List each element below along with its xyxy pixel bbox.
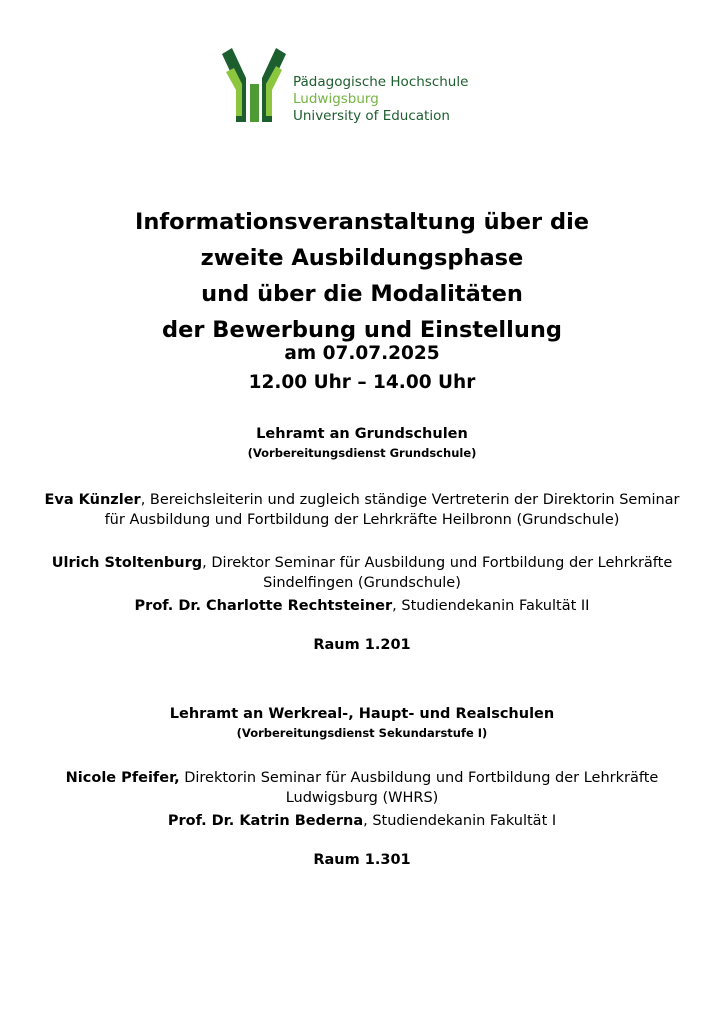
speaker-name: Ulrich Stoltenburg: [51, 555, 203, 571]
ph-ludwigsburg-logo: [222, 44, 469, 126]
speaker-entry: [40, 811, 684, 831]
speaker-role: , Studiendekanin Fakultät I: [363, 813, 557, 829]
section-sekundarstufe-header: [0, 706, 724, 740]
event-title-line: Informationsveranstaltung über die: [134, 209, 590, 235]
speaker-entry: [40, 596, 684, 616]
speaker-entry: [40, 553, 684, 593]
speaker-role: , Bereichsleiterin und zugleich ständige Vertreterin der Direktorin Seminar für Ausbildung und Fortbildung der Lehrkräfte Heilbronn (Grundschule): [104, 492, 680, 528]
event-title: [0, 204, 724, 348]
speaker-role: , Direktor Seminar für Ausbildung und Fortbildung der Lehrkräfte Sindelfingen (Grundschule): [202, 555, 673, 591]
section-subheading: (Vorbereitungsdienst Grundschule): [247, 446, 477, 460]
speaker-role: Direktorin Seminar für Ausbildung und Fortbildung der Lehrkräfte Ludwigsburg (WHRS): [179, 770, 659, 806]
speaker-entry: [40, 490, 684, 530]
speaker-name: Nicole Pfeifer,: [65, 770, 180, 786]
section-subheading: (Vorbereitungsdienst Sekundarstufe I): [236, 726, 488, 740]
event-title-line: und über die Modalitäten: [201, 281, 523, 307]
speaker-name: Prof. Dr. Charlotte Rechtsteiner: [134, 598, 393, 614]
speaker-name: Prof. Dr. Katrin Bederna: [167, 813, 364, 829]
section-heading: Lehramt an Werkreal-, Haupt- und Realschulen: [169, 706, 555, 722]
room-label: Raum 1.301: [313, 852, 411, 868]
event-time: 12.00 Uhr – 14.00 Uhr: [248, 372, 476, 393]
ph-logo-mark-icon: [222, 44, 292, 126]
event-title-line: zweite Ausbildungsphase: [200, 245, 524, 271]
speaker-name: Eva Künzler: [44, 492, 141, 508]
logo-subtitle: University of Education: [293, 108, 450, 124]
logo-city: Ludwigsburg: [293, 91, 379, 107]
section-heading: Lehramt an Grundschulen: [256, 426, 468, 442]
speaker-role: , Studiendekanin Fakultät II: [392, 598, 590, 614]
section-grundschule-header: [0, 426, 724, 460]
event-title-line: der Bewerbung und Einstellung: [162, 317, 562, 343]
logo-institution-name: Pädagogische Hochschule: [293, 74, 469, 90]
room-label: Raum 1.201: [313, 637, 411, 653]
event-date: am 07.07.2025: [284, 343, 440, 364]
logo-text: [293, 74, 468, 125]
speaker-entry: [40, 768, 684, 808]
